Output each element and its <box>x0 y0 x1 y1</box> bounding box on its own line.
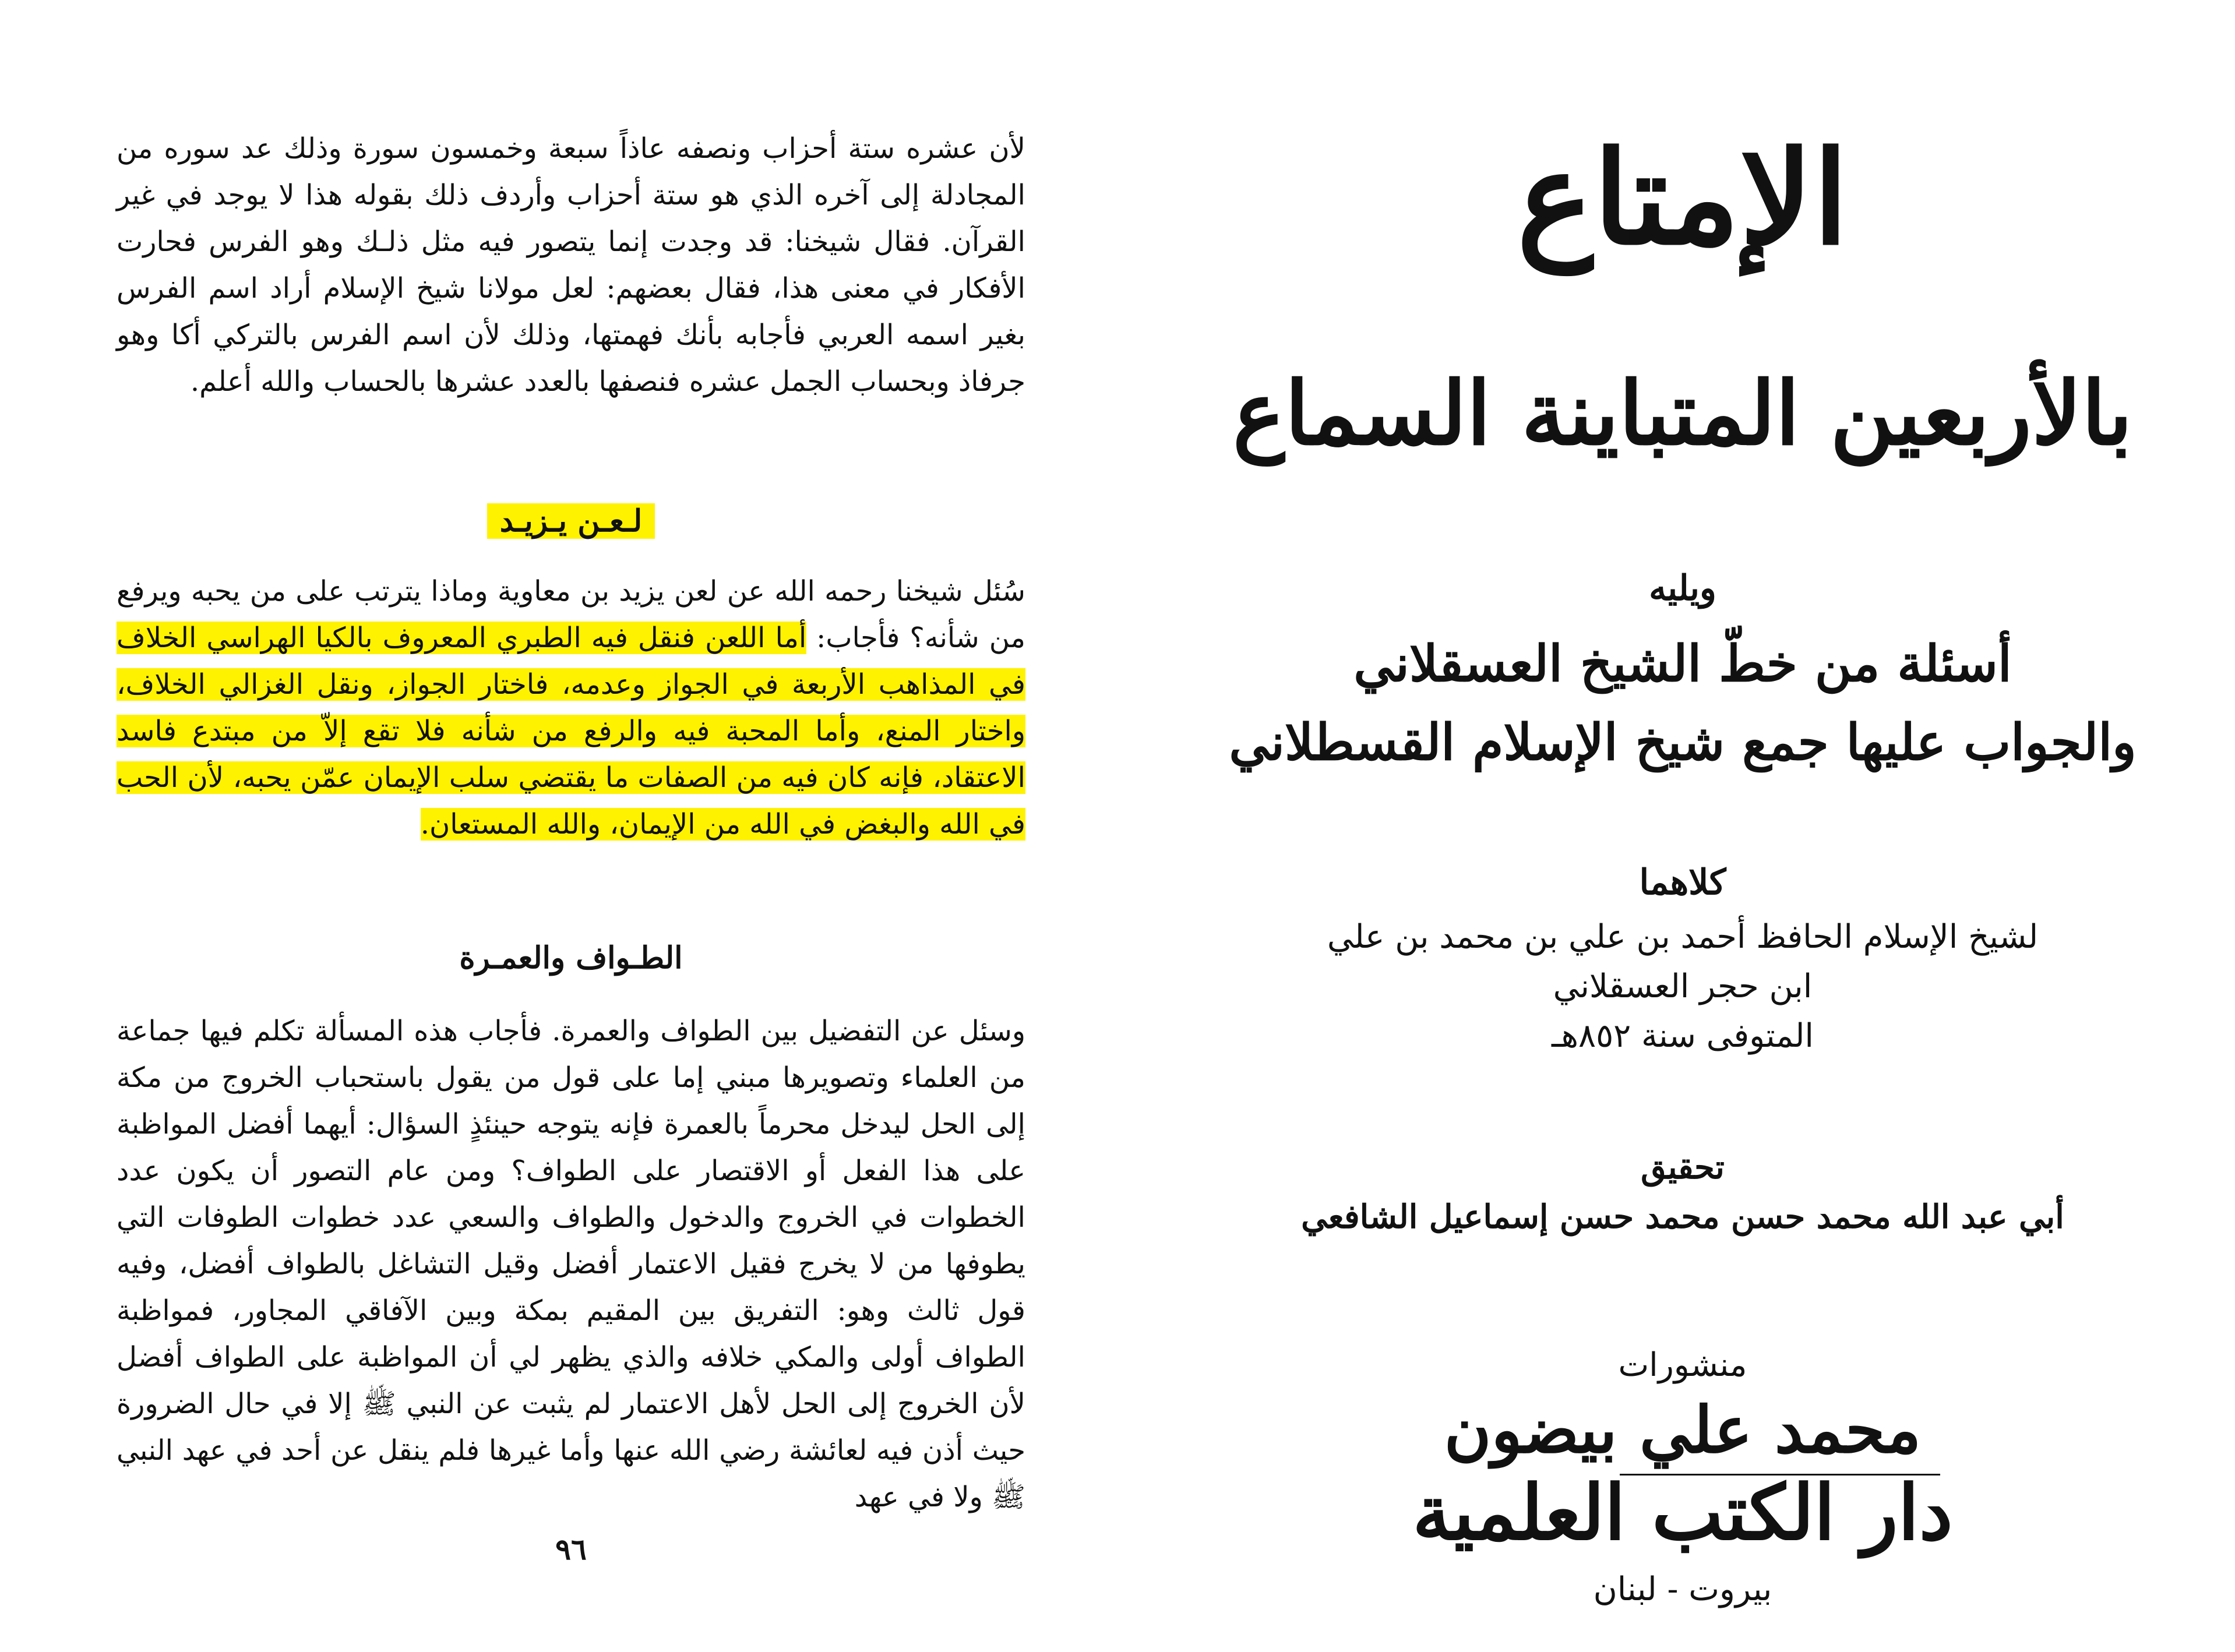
cover-publisher-label: منشورات <box>1618 1346 1747 1384</box>
page-number: ٩٦ <box>555 1532 587 1566</box>
cover-title-line2: بالأربعين المتباينة السماع <box>1232 362 2133 465</box>
heading-tawaf-umra: الطـواف والعمـرة <box>459 940 683 976</box>
cover-page <box>1130 0 2235 1652</box>
cover-publisher-city: بيروت - لبنان <box>1593 1570 1772 1608</box>
cover-tahqiq: تحقيق <box>1641 1148 1725 1187</box>
heading-laan-yazid <box>117 498 1025 545</box>
paragraph-2-highlight: أما اللعن فنقل فيه الطبري المعروف بالكيا الهراسي الخلاف في المذاهب الأربعة في الجواز وعدمه، فاختار الجواز، ونقل الغزالي الخلاف، واختار المنع، وأما المحبة فيه والرفع من شأنه فلا تقع إلاّ من مبتدع فاسد الاعتقاد، فإنه كان فيه من الصفات ما يقتضي سلب الإيمان عمّن يحبه، لأن الحب في الله والبغض في الله من الإيمان، والله المستعان. <box>117 622 1025 841</box>
cover-author-line2: ابن حجر العسقلاني <box>1553 968 1813 1005</box>
cover-author-line1: لشيخ الإسلام الحافظ أحمد بن علي بن محمد بن علي <box>1327 918 2039 956</box>
cover-publisher-name: محمد علي بيضون <box>1444 1392 1922 1467</box>
cover-publisher-house: دار الكتب العلمية <box>1412 1468 1953 1557</box>
cover-title-line1: الإمتاع <box>1517 122 1849 273</box>
paragraph-3: وسئل عن التفضيل بين الطواف والعمرة. فأجاب هذه المسألة تكلم فيها جماعة من العلماء وتصويرها مبني إما على قول من يقول باستحباب الخروج من مكة إلى الحل ليدخل محرماً بالعمرة فإنه يتوجه حينئذٍ السؤال: أيهما أفضل المواظبة على هذا الفعل أو الاقتصار على الطواف؟ ومن عام التصور أن يكون عدد الخطوات في الخروج والدخول والطواف والسعي عدد خطوات الطوفات التي يطوفها من لا يخرج فقيل الاعتمار أفضل وقيل التشاغل بالطواف أفضل، وفيه قول ثالث وهو: التفريق بين المقيم بمكة وبين الآفاقي المجاور، فمواظبة الطواف أولى والمكي خلافه والذي يظهر لي أن المواظبة على الطواف أفضل لأن الخروج إلى الحل لأهل الاعتمار لم يثبت عن النبي ﷺ إلا في حال الضرورة حيث أذن فيه لعائشة رضي الله عنها وأما غيرها فلم ينقل عن أحد في عهد النبي ﷺ ولا في عهد <box>117 1015 1026 1513</box>
cover-subtitle-line2: والجواب عليها جمع شيخ الإسلام القسطلاني <box>1229 713 2137 772</box>
paragraph-1: لأن عشره ستة أحزاب ونصفه عاذاً سبعة وخمسون سورة وذلك عد سوره من المجادلة إلى آخره الذي هو ستة أحزاب وأردف ذلك بقوله هذا لا يوجد في غير القرآن. فقال شيخنا: قد وجدت إنما يتصور فيه مثل ذلـك وهو الفرس فحارت الأفكار في معنى هذا، فقال بعضهم: لعل مولانا شيخ الإسلام أراد اسم الفرس بغير اسمه العربي فأجابه بأنك فهمتها، وذلك لأن اسم الفرس بالتركي أكا وهو جرفاذ وبحساب الجمل عشره فنصفها بالعدد عشرها بالحساب والله أعلم. <box>117 132 1026 398</box>
paragraph-2-plain: سُئل شيخنا رحمه الله عن لعن يزيد بن معاوية وماذا يترتب على من يحبه ويرفع من شأنه؟ فأجاب: <box>117 575 1026 654</box>
cover-wa-yalih: ويليه <box>1649 568 1716 609</box>
heading-laan-yazid-text: لـعـن يـزيـد <box>487 503 655 539</box>
cover-editor: أبي عبد الله محمد حسن محمد حسن إسماعيل الشافعي <box>1301 1198 2064 1236</box>
cover-author-line3: المتوفى سنة ٨٥٢هـ <box>1552 1017 1814 1055</box>
cover-subtitle-line1: أسئلة من خطّ الشيخ العسقلاني <box>1353 634 2012 693</box>
paragraph-2 <box>117 568 1025 848</box>
cover-kilahuma: كلاهما <box>1639 862 1726 903</box>
